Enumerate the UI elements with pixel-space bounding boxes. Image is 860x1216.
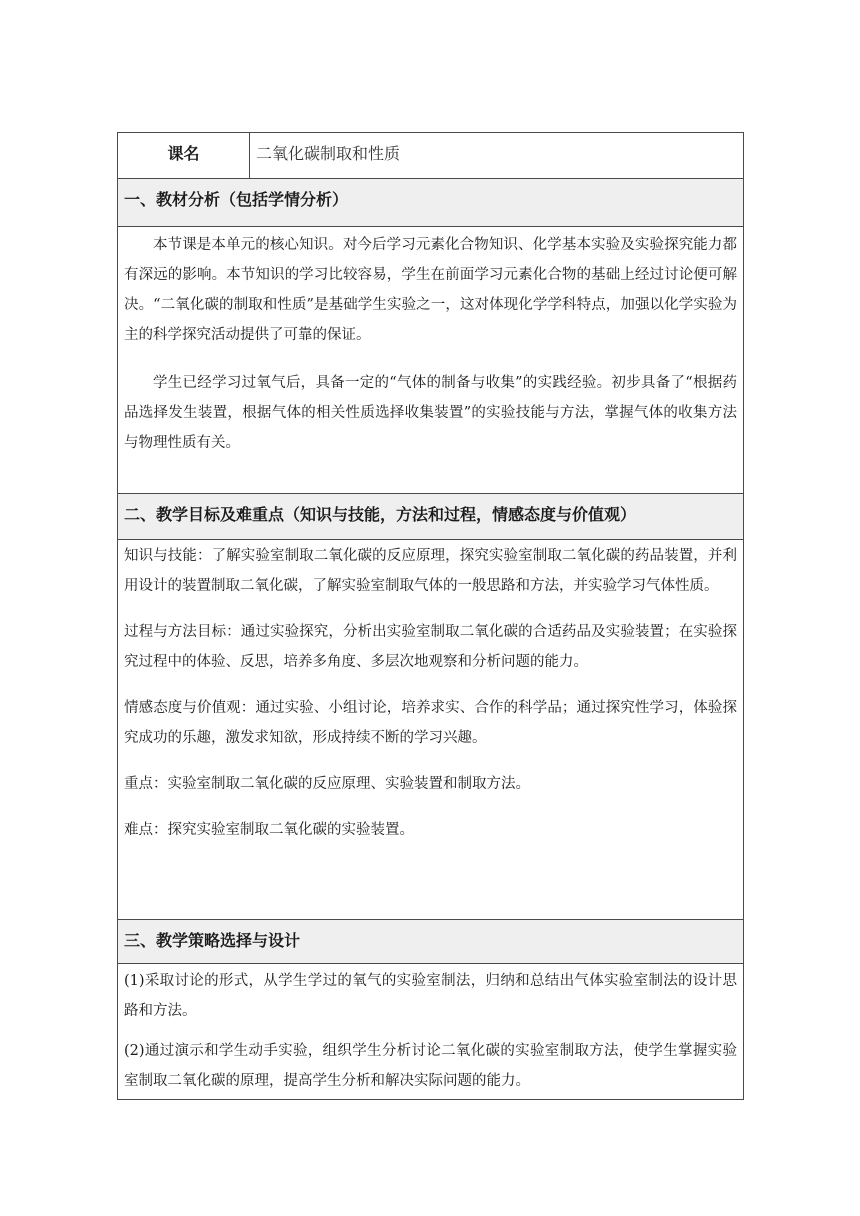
section-2-paragraph: 重点：实验室制取二氧化碳的反应原理、实验装置和制取方法。 xyxy=(124,776,530,792)
section-1-content xyxy=(118,227,743,494)
course-name-label: 课名 xyxy=(118,133,250,178)
section-3-title: 三、教学策略选择与设计 xyxy=(118,920,743,964)
section-2-paragraph: 情感态度与价值观：通过实验、小组讨论，培养求实、合作的科学品；通过探究性学习，体验探究成功的乐趣，激发求知欲，形成持续不断的学习兴趣。 xyxy=(124,700,737,746)
section-2-paragraph: 难点：探究实验室制取二氧化碳的实验装置。 xyxy=(124,822,414,838)
section-2-paragraph: 过程与方法目标：通过实验探究，分析出实验室制取二氧化碳的合适药品及实验装置；在实验探究过程中的体验、反思，培养多角度、多层次地观察和分析问题的能力。 xyxy=(124,624,737,670)
section-3-paragraph: (1)采取讨论的形式，从学生学过的氧气的实验室制法，归纳和总结出气体实验室制法的设计思路和方法。 xyxy=(124,973,737,1019)
section-3-content xyxy=(118,964,743,1099)
section-2-content xyxy=(118,540,743,920)
section-1-paragraph: 本节课是本单元的核心知识。对今后学习元素化合物知识、化学基本实验及实验探究能力都有深远的影响。本节知识的学习比较容易，学生在前面学习元素化合物的基础上经过讨论便可解决。“二氧化碳的制取和性质”是基础学生实验之一，这对体现化学学科特点，加强以化学实验为主的科学探究活动提供了可靠的保证。 xyxy=(124,237,737,343)
section-3-paragraph: (2)通过演示和学生动手实验，组织学生分析讨论二氧化碳的实验室制取方法，使学生掌握实验室制取二氧化碳的原理，提高学生分析和解决实际问题的能力。 xyxy=(124,1043,737,1089)
course-name-row xyxy=(118,133,743,179)
course-name-value: 二氧化碳制取和性质 xyxy=(256,144,401,163)
lesson-plan-table xyxy=(117,132,744,1100)
section-2-title: 二、教学目标及难重点（知识与技能，方法和过程，情感态度与价值观） xyxy=(118,494,743,540)
section-1-title: 一、教材分析（包括学情分析） xyxy=(118,179,743,227)
section-2-paragraph: 知识与技能：了解实验室制取二氧化碳的反应原理，探究实验室制取二氧化碳的药品装置，并利用设计的装置制取二氧化碳，了解实验室制取气体的一般思路和方法，并实验学习气体性质。 xyxy=(124,548,737,594)
section-1-paragraph: 学生已经学习过氧气后，具备一定的“气体的制备与收集”的实践经验。初步具备了“根据药品选择发生装置，根据气体的相关性质选择收集装置”的实验技能与方法，掌握气体的收集方法与物理性质有关。 xyxy=(124,375,737,451)
